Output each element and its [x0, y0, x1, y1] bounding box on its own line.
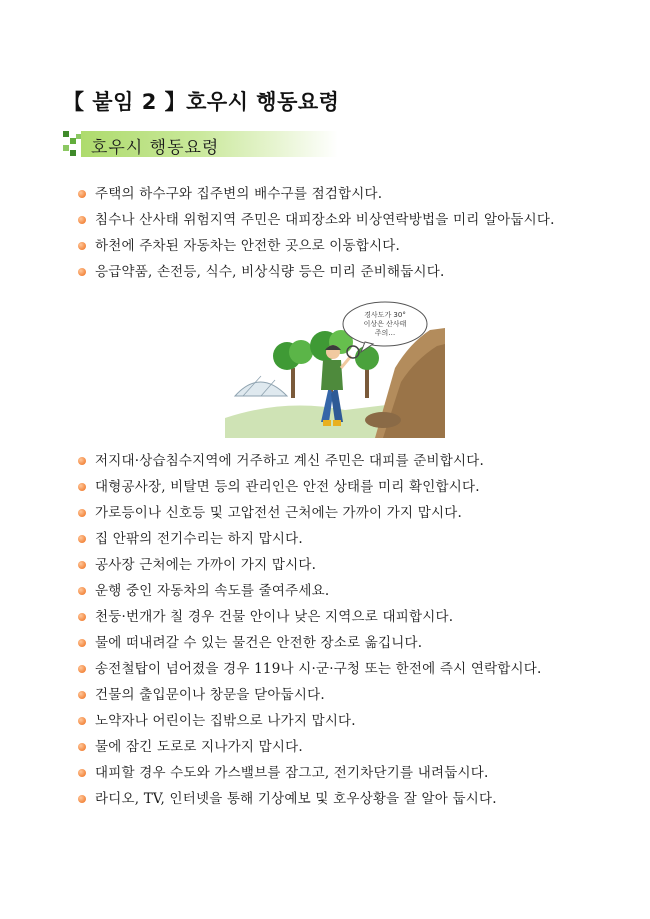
- list-item: [78, 682, 542, 708]
- bullet-icon: [78, 769, 86, 777]
- bullet-icon: [78, 587, 86, 595]
- page-title: 【 붙임 2 】호우시 행동요령: [63, 90, 340, 114]
- list-item-text: 저지대·상습침수지역에 거주하고 계신 주민은 대피를 준비합시다.: [95, 453, 484, 469]
- list-item-text: 하천에 주차된 자동차는 안전한 곳으로 이동합시다.: [95, 238, 401, 254]
- list-item-text: 물에 잠긴 도로로 지나가지 맙시다.: [95, 739, 303, 755]
- list-item-text: 침수나 산사태 위험지역 주민은 대피장소와 비상연락방법을 미리 알아둡시다.: [95, 212, 555, 228]
- list-item-text: 물에 떠내려갈 수 있는 물건은 안전한 장소로 옮깁니다.: [95, 635, 423, 651]
- list-item-text: 주택의 하수구와 집주변의 배수구를 점검합시다.: [95, 186, 383, 202]
- section-header-label: 호우시 행동요령: [91, 138, 220, 158]
- bullet-icon: [78, 509, 86, 517]
- list-item: [78, 474, 542, 500]
- bullet-icon: [78, 639, 86, 647]
- section-header: [63, 131, 338, 157]
- list-item: [78, 181, 555, 207]
- list-item-text: 가로등이나 신호등 및 고압전선 근처에는 가까이 가지 맙시다.: [95, 505, 462, 521]
- list-item-text: 노약자나 어린이는 집밖으로 나가지 맙시다.: [95, 713, 356, 729]
- bullet-icon: [78, 242, 86, 250]
- list-item-text: 운행 중인 자동차의 속도를 줄여주세요.: [95, 583, 330, 599]
- bullet-icon: [78, 190, 86, 198]
- action-list-bottom: [78, 448, 542, 812]
- bullet-icon: [78, 535, 86, 543]
- list-item: [78, 604, 542, 630]
- list-item: [78, 708, 542, 734]
- speech-bubble-line-1: 경사도가 30°: [364, 311, 406, 319]
- list-item-text: 대피할 경우 수도와 가스밸브를 잠그고, 전기차단기를 내려둡시다.: [95, 765, 489, 781]
- list-item: [78, 734, 542, 760]
- bullet-icon: [78, 613, 86, 621]
- bullet-icon: [78, 216, 86, 224]
- speech-bubble-line-2: 이상은 산사태: [363, 320, 407, 328]
- bullet-icon: [78, 457, 86, 465]
- list-item-text: 공사장 근처에는 가까이 가지 맙시다.: [95, 557, 317, 573]
- header-decoration-squares: [63, 131, 81, 157]
- speech-bubble-line-3: 주의…: [374, 329, 396, 337]
- list-item-text: 대형공사장, 비탈면 등의 관리인은 안전 상태를 미리 확인합시다.: [95, 479, 480, 495]
- list-item: [78, 448, 542, 474]
- bullet-icon: [78, 483, 86, 491]
- bullet-icon: [78, 743, 86, 751]
- list-item-text: 집 안팎의 전기수리는 하지 맙시다.: [95, 531, 303, 547]
- list-item: [78, 233, 555, 259]
- section-header-bar: [81, 131, 338, 157]
- list-item: [78, 578, 542, 604]
- list-item: [78, 656, 542, 682]
- bullet-icon: [78, 691, 86, 699]
- action-list-top: [78, 181, 555, 285]
- list-item-text: 응급약품, 손전등, 식수, 비상식량 등은 미리 준비해둡시다.: [95, 264, 445, 280]
- list-item: [78, 760, 542, 786]
- list-item-text: 송전철탑이 넘어졌을 경우 119나 시·군·구청 또는 한전에 즉시 연락합시다.: [95, 661, 542, 677]
- list-item-text: 천둥·번개가 칠 경우 건물 안이나 낮은 지역으로 대피합시다.: [95, 609, 454, 625]
- bullet-icon: [78, 268, 86, 276]
- list-item: [78, 552, 542, 578]
- bullet-icon: [78, 717, 86, 725]
- bullet-icon: [78, 665, 86, 673]
- list-item: [78, 526, 542, 552]
- list-item: [78, 259, 555, 285]
- list-item: [78, 786, 542, 812]
- list-item: [78, 207, 555, 233]
- landslide-inspection-illustration: [225, 298, 445, 438]
- bullet-icon: [78, 561, 86, 569]
- list-item-text: 건물의 출입문이나 창문을 닫아둡시다.: [95, 687, 325, 703]
- bullet-icon: [78, 795, 86, 803]
- list-item: [78, 500, 542, 526]
- list-item-text: 라디오, TV, 인터넷을 통해 기상예보 및 호우상황을 잘 알아 둡시다.: [95, 791, 497, 807]
- list-item: [78, 630, 542, 656]
